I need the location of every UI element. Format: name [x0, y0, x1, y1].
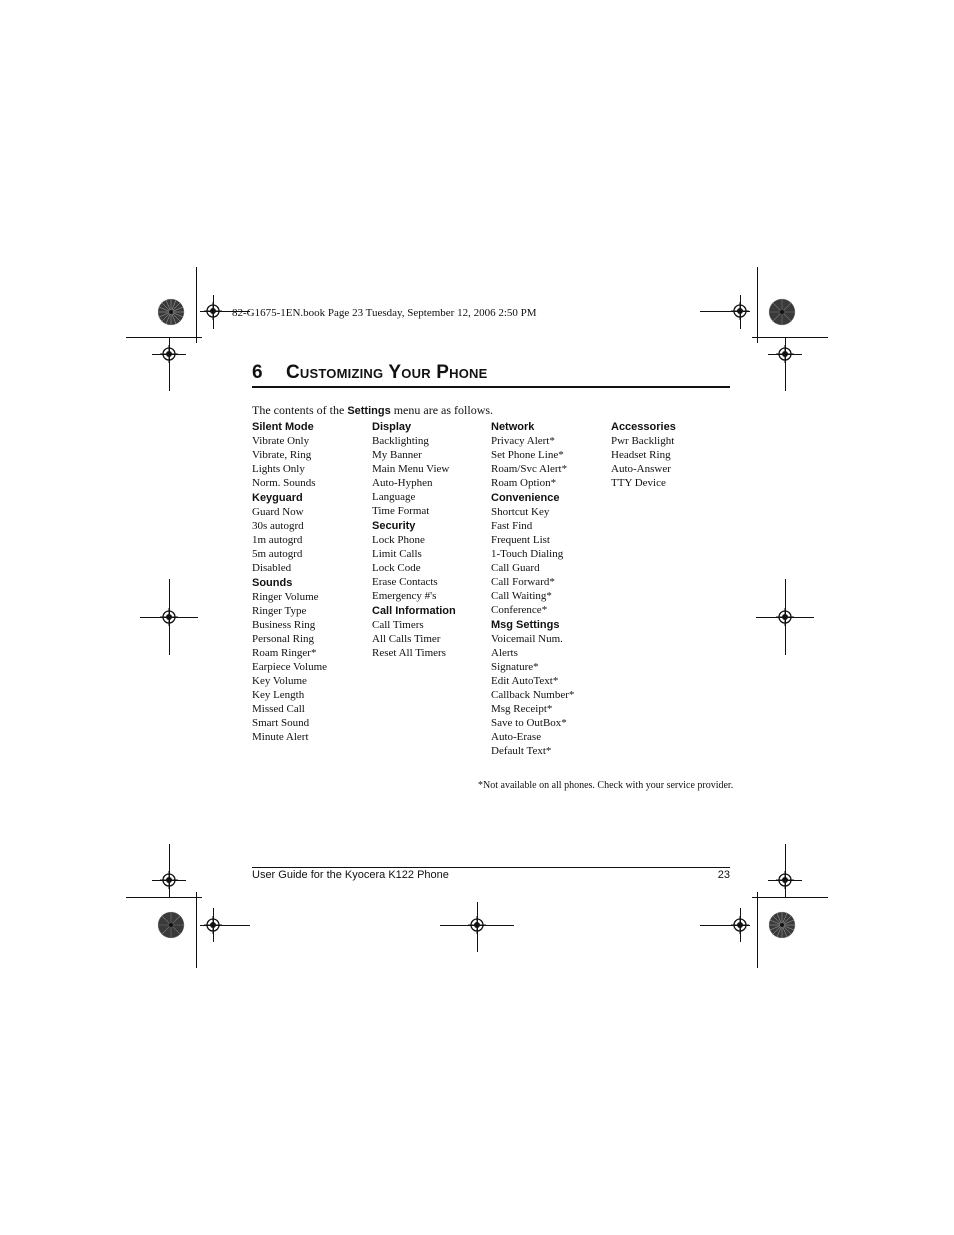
registration-target-icon [468, 916, 486, 934]
menu-item: Main Menu View [372, 463, 450, 475]
menu-item: Set Phone Line* [491, 449, 564, 461]
crop-line [757, 267, 758, 343]
page-number: 23 [717, 869, 730, 881]
crop-line [757, 892, 758, 968]
menu-item: Headset Ring [611, 449, 671, 461]
menu-item: Roam/Svc Alert* [491, 463, 568, 475]
menu-column [372, 421, 490, 662]
menu-item: Backlighting [372, 435, 429, 447]
registration-target-icon [731, 302, 749, 320]
menu-group-title: Network [491, 421, 535, 433]
menu-item: Call Waiting* [491, 590, 552, 602]
menu-item: Earpiece Volume [252, 661, 328, 673]
footnote: *Not available on all phones. Check with your service provider. [478, 780, 734, 791]
intro-paragraph [252, 403, 493, 418]
menu-item: Auto-Erase [491, 731, 542, 743]
chapter-title: Customizing Your Phone [286, 362, 488, 383]
registration-target-icon [776, 345, 794, 363]
menu-item: Ringer Volume [252, 591, 319, 603]
menu-item: Call Guard [491, 562, 540, 574]
crop-line [752, 897, 828, 898]
menu-item: Vibrate Only [252, 435, 310, 447]
menu-group-title: Display [372, 421, 412, 433]
intro-text: menu are as follows. [390, 403, 494, 417]
menu-item: Smart Sound [252, 717, 310, 729]
registration-target-icon [776, 871, 794, 889]
menu-item: Privacy Alert* [491, 435, 555, 447]
menu-item: Minute Alert [252, 731, 309, 743]
menu-item: Time Format [372, 505, 430, 517]
crop-line [196, 267, 197, 343]
menu-item: 30s autogrd [252, 520, 304, 532]
menu-group [252, 421, 370, 490]
menu-item: Reset All Timers [372, 647, 446, 659]
menu-item: Personal Ring [252, 633, 315, 645]
menu-item: Pwr Backlight [611, 435, 675, 447]
menu-group [611, 421, 729, 490]
menu-item: Lights Only [252, 463, 305, 475]
menu-item: Callback Number* [491, 689, 575, 701]
registration-target-icon [776, 608, 794, 626]
menu-group-title: Keyguard [252, 492, 303, 504]
footer-divider [252, 867, 730, 868]
menu-item: Key Length [252, 689, 305, 701]
menu-group [252, 577, 370, 744]
menu-group-title: Call Information [372, 605, 456, 617]
menu-item: Roam Option* [491, 477, 557, 489]
menu-item: Save to OutBox* [491, 717, 567, 729]
registration-target-icon [160, 345, 178, 363]
menu-group-title: Silent Mode [252, 421, 314, 433]
menu-group-title: Msg Settings [491, 619, 560, 631]
menu-group-title: Accessories [611, 421, 676, 433]
crop-line [126, 337, 202, 338]
menu-item: My Banner [372, 449, 422, 461]
registration-target-icon [204, 302, 222, 320]
starburst-icon [768, 911, 796, 939]
chapter-heading [252, 360, 730, 388]
menu-group-title: Security [372, 520, 416, 532]
menu-item: Erase Contacts [372, 576, 438, 588]
menu-item: Conference* [491, 604, 548, 616]
crop-line [196, 892, 197, 968]
menu-item: Fast Find [491, 520, 533, 532]
menu-item: Missed Call [252, 703, 305, 715]
menu-group [252, 492, 370, 575]
menu-group-title: Sounds [252, 577, 293, 589]
chapter-number: 6 [252, 362, 263, 383]
menu-group [491, 492, 609, 617]
menu-item: Default Text* [491, 745, 552, 757]
menu-group-title: Convenience [491, 492, 560, 504]
crop-line [126, 897, 202, 898]
menu-item: TTY Device [611, 477, 666, 489]
menu-item: Auto-Hyphen [372, 477, 433, 489]
menu-group [372, 605, 490, 660]
registration-target-icon [160, 871, 178, 889]
menu-item: Norm. Sounds [252, 477, 316, 489]
menu-item: Call Forward* [491, 576, 555, 588]
menu-column [611, 421, 729, 492]
menu-item: Key Volume [252, 675, 307, 687]
menu-item: All Calls Timer [372, 633, 441, 645]
starburst-icon [157, 298, 185, 326]
menu-item: 1-Touch Dialing [491, 548, 564, 560]
crop-line [752, 337, 828, 338]
menu-group [372, 421, 490, 518]
menu-item: Business Ring [252, 619, 316, 631]
settings-menu-name: Settings [347, 405, 391, 417]
menu-item: Shortcut Key [491, 506, 550, 518]
menu-item: Frequent List [491, 534, 550, 546]
menu-group [491, 421, 609, 490]
menu-item: Emergency #'s [372, 590, 437, 602]
footer-title: User Guide for the Kyocera K122 Phone [252, 869, 449, 881]
book-header: 82-G1675-1EN.book Page 23 Tuesday, September 12, 2006 2:50 PM [232, 307, 537, 319]
menu-group [491, 619, 609, 758]
registration-target-icon [731, 916, 749, 934]
menu-item: 5m autogrd [252, 548, 303, 560]
starburst-icon [157, 911, 185, 939]
menu-item: Lock Code [372, 562, 421, 574]
menu-item: Edit AutoText* [491, 675, 559, 687]
menu-group [372, 520, 490, 603]
intro-text: The contents of the [252, 403, 348, 417]
menu-item: 1m autogrd [252, 534, 303, 546]
registration-target-icon [160, 608, 178, 626]
menu-item: Language [372, 491, 416, 503]
menu-item: Msg Receipt* [491, 703, 553, 715]
menu-item: Signature* [491, 661, 539, 673]
menu-item: Call Timers [372, 619, 424, 631]
menu-item: Guard Now [252, 506, 304, 518]
menu-item: Limit Calls [372, 548, 422, 560]
menu-item: Ringer Type [252, 605, 307, 617]
menu-item: Vibrate, Ring [252, 449, 312, 461]
registration-target-icon [204, 916, 222, 934]
menu-item: Disabled [252, 562, 292, 574]
menu-item: Alerts [491, 647, 518, 659]
menu-item: Voicemail Num. [491, 633, 563, 645]
starburst-icon [768, 298, 796, 326]
menu-item: Roam Ringer* [252, 647, 317, 659]
menu-item: Auto-Answer [611, 463, 671, 475]
menu-item: Lock Phone [372, 534, 425, 546]
menu-column [252, 421, 370, 746]
menu-column [491, 421, 609, 760]
